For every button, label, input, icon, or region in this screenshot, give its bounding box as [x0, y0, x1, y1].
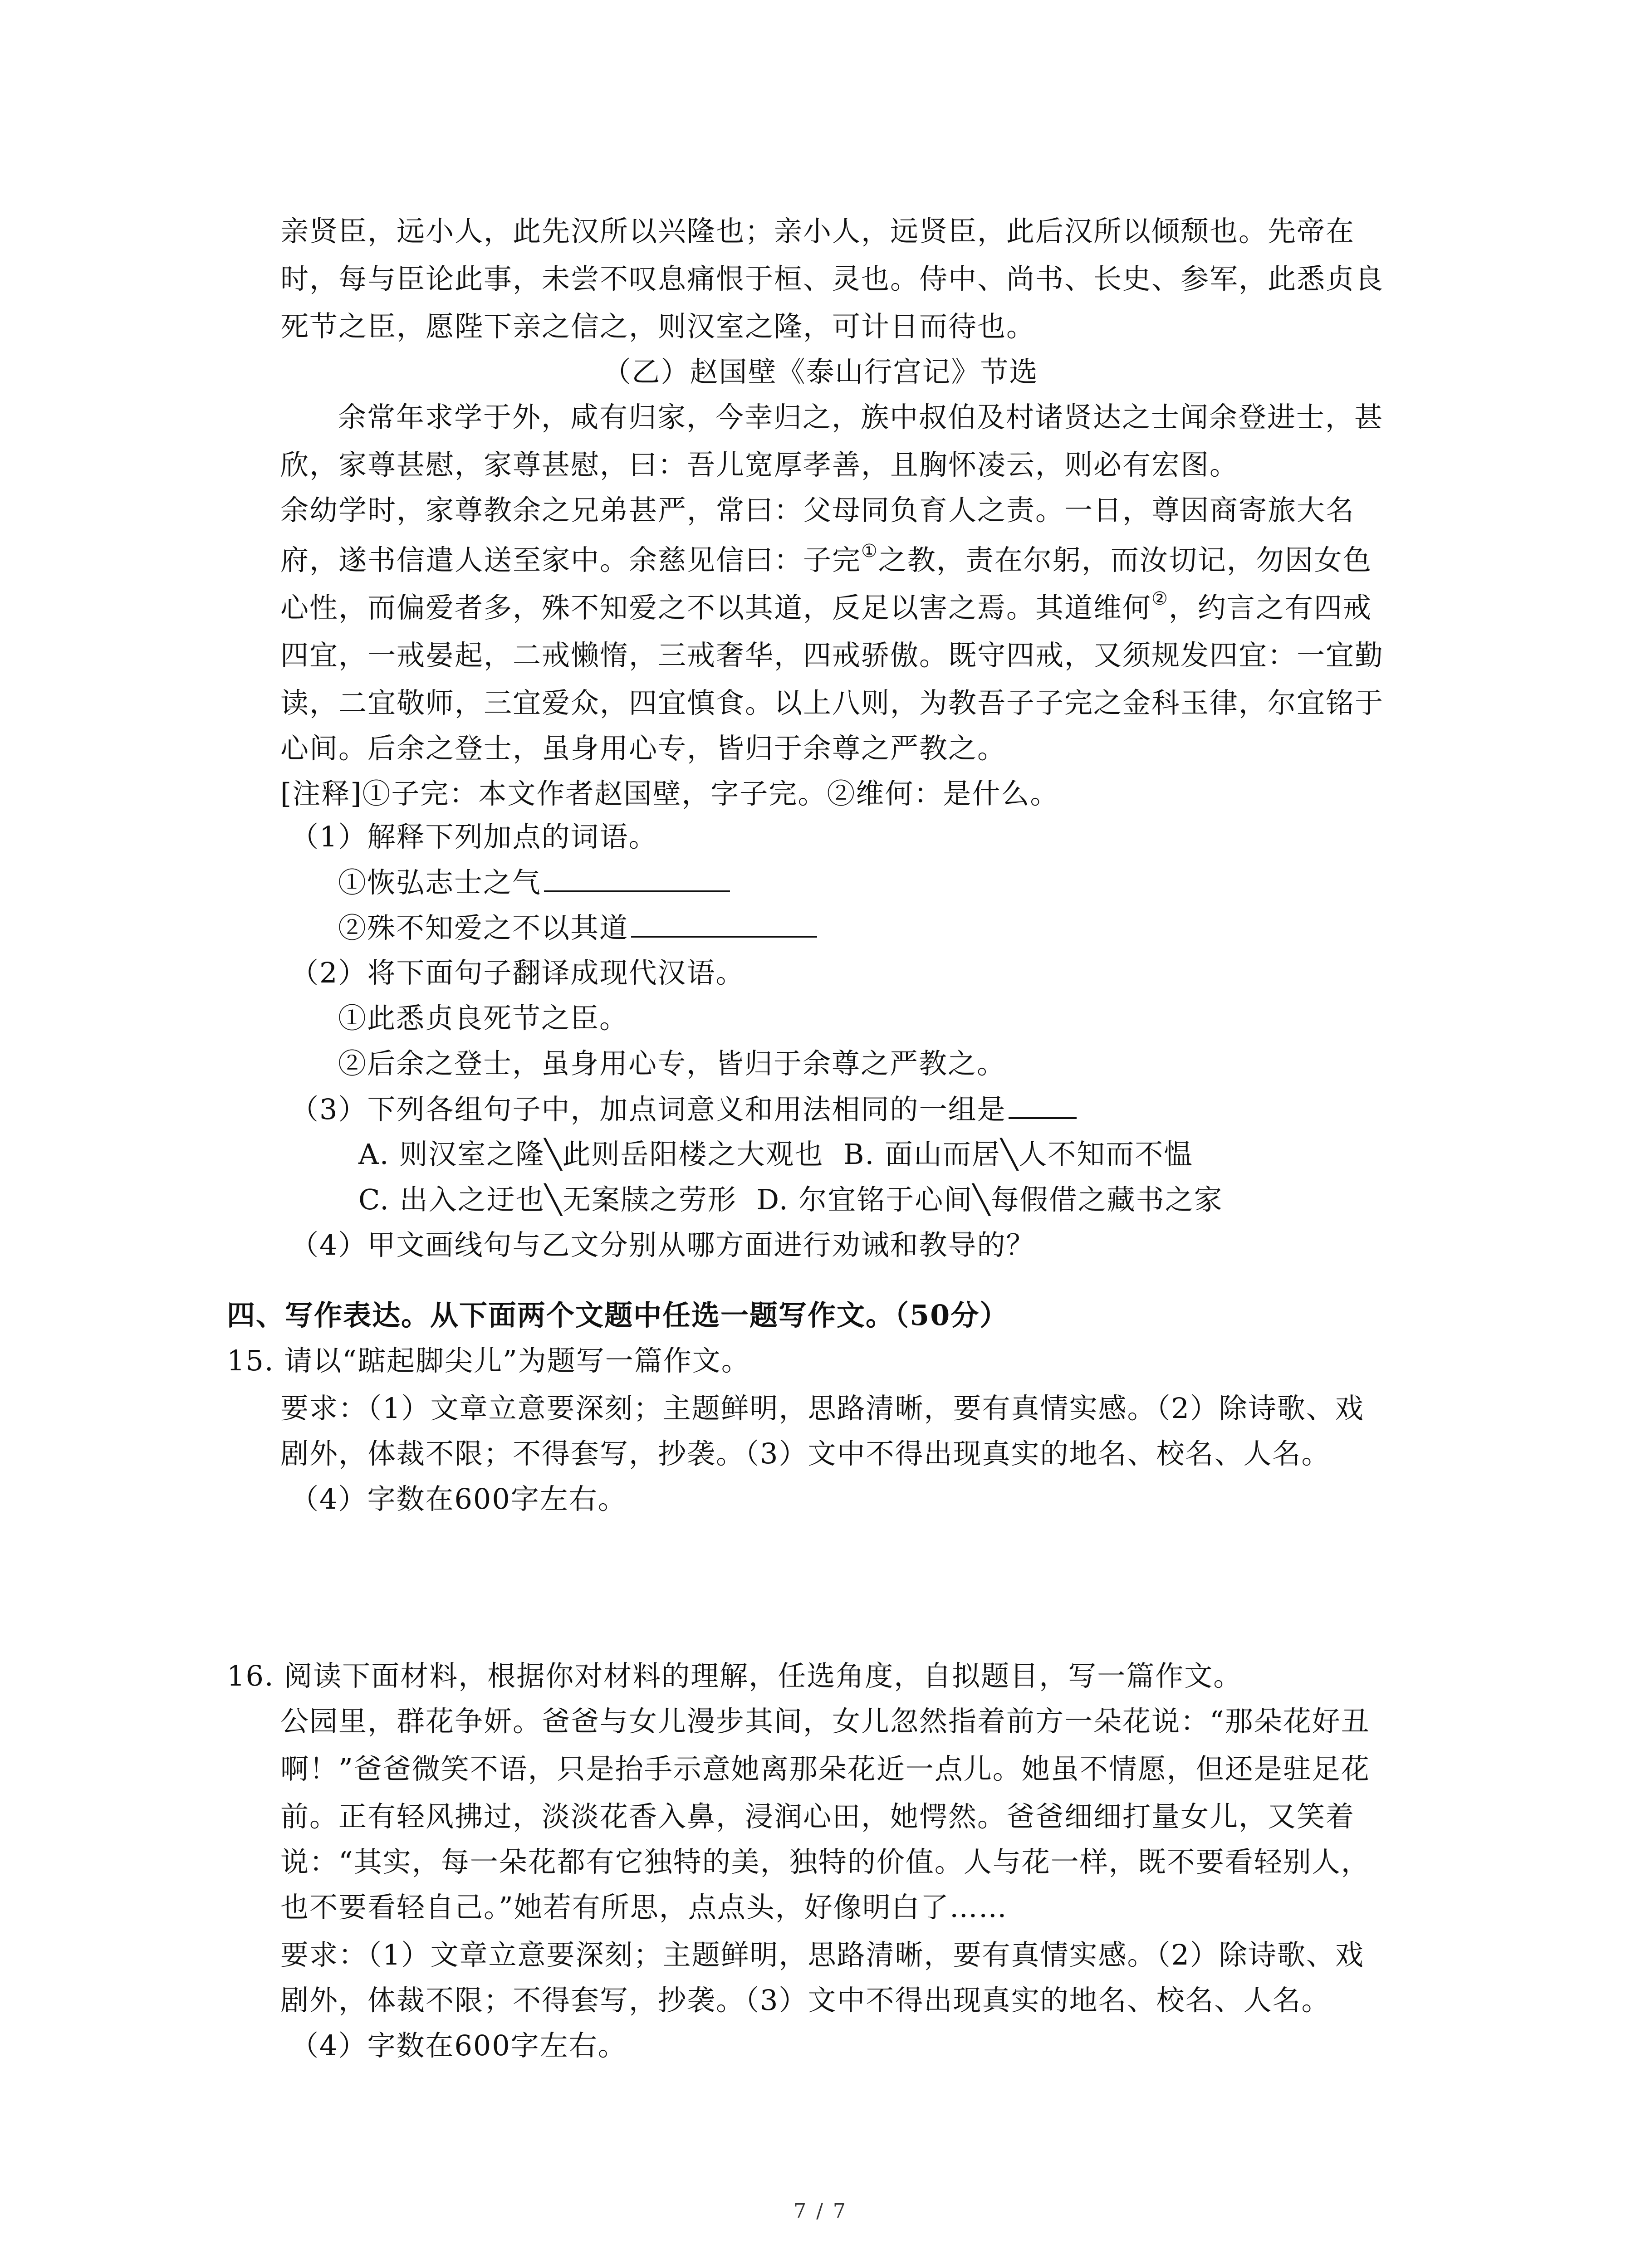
requirement-line: （4）字数在600字左右。 [290, 2029, 627, 2062]
text-segment: 心性，而偏爱者多，殊不知爱之不以其道，反足以害之焉。其道维何 [280, 591, 1152, 624]
question-1-item-2 [338, 909, 817, 946]
section-heading: 四、写作表达。从下面两个文题中任选一题写作文。（50分） [227, 1299, 1009, 1332]
answer-blank[interactable] [544, 864, 730, 892]
text-line [280, 590, 1372, 626]
footnote-marker: ① [861, 541, 878, 562]
requirement-line: 剧外，体裁不限；不得套写，抄袭。（3）文中不得出现真实的地名、校名、人名。 [280, 1437, 1331, 1470]
text-line: 死节之臣，愿陛下亲之信之，则汉室之隆，可计日而待也。 [280, 310, 1036, 343]
answer-blank[interactable] [631, 909, 817, 938]
text-line: 时，每与臣论此事，未尝不叹息痛恨于桓、灵也。侍中、尚书、长史、参军，此悉贞良 [280, 262, 1384, 295]
requirement-line: 要求：（1）文章立意要深刻；主题鲜明，思路清晰，要有真情实感。（2）除诗歌、戏 [280, 1938, 1364, 1971]
question-3-options-cd: C. 出入之迂也╲无案牍之劳形 D. 尔宜铭于心间╲每假借之藏书之家 [358, 1183, 1223, 1216]
question-2: （2）将下面句子翻译成现代汉语。 [290, 956, 745, 989]
page-number: 7 / 7 [794, 2200, 847, 2223]
requirement-line: 剧外，体裁不限；不得套写，抄袭。（3）文中不得出现真实的地名、校名、人名。 [280, 1984, 1331, 2017]
text-segment: 府，遂书信遣人送至家中。余慈见信曰：子完 [280, 543, 862, 577]
answer-blank[interactable] [1009, 1091, 1077, 1119]
material-line: 说：“其实，每一朵花都有它独特的美，独特的价值。人与花一样，既不要看轻别人， [280, 1845, 1370, 1878]
text-line: 亲贤臣，远小人，此先汉所以兴隆也；亲小人，远贤臣，此后汉所以倾颓也。先帝在 [280, 215, 1355, 248]
essay-prompt-15: 15. 请以“踮起脚尖儿”为题写一篇作文。 [227, 1344, 750, 1377]
material-line: 也不要看轻自己。”她若有所思，点点头，好像明白了…… [280, 1891, 1008, 1924]
text-line: 余幼学时，家尊教余之兄弟甚严，常曰：父母同负育人之责。一日，尊因商寄旅大名 [280, 494, 1355, 527]
material-line: 公园里，群花争妍。爸爸与女儿漫步其间，女儿忽然指着前方一朵花说：“那朵花好丑 [280, 1705, 1370, 1738]
material-line: 啊！”爸爸微笑不语，只是抬手示意她离那朵花近一点儿。她虽不情愿，但还是驻足花 [280, 1752, 1370, 1785]
question-2-item-1: ①此悉贞良死节之臣。 [338, 1002, 629, 1035]
requirement-line: 要求：（1）文章立意要深刻；主题鲜明，思路清晰，要有真情实感。（2）除诗歌、戏 [280, 1392, 1364, 1425]
text-line: 读，二宜敬师，三宜爱众，四宜慎食。以上八则，为教吾子子完之金科玉律，尔宜铭于 [280, 686, 1384, 719]
question-2-item-2: ②后余之登士，虽身用心专，皆归于余尊之严教之。 [338, 1047, 1006, 1080]
question-1: （1）解释下列加点的词语。 [290, 820, 658, 853]
item-text: （3）下列各组句子中，加点词意义和用法相同的一组是 [290, 1093, 1006, 1126]
text-segment: 之教，责在尔躬，而汝切记，勿因女色 [878, 543, 1372, 577]
footnote-marker: ② [1151, 588, 1169, 609]
annotation-note: [注释]①子完：本文作者赵国壁，字子完。②维何：是什么。 [280, 777, 1059, 810]
question-1-item-1 [338, 864, 730, 901]
text-line: 心间。后余之登士，虽身用心专，皆归于余尊之严教之。 [280, 732, 1007, 765]
text-segment: ，约言之有四戒 [1168, 591, 1372, 624]
essay-prompt-16: 16. 阅读下面材料，根据你对材料的理解，任选角度，自拟题目，写一篇作文。 [227, 1659, 1243, 1692]
text-line [280, 542, 1372, 578]
question-3-options-ab: A. 则汉室之隆╲此则岳阳楼之大观也 B. 面山而居╲人不知而不愠 [358, 1138, 1193, 1171]
item-text: ②殊不知爱之不以其道 [338, 911, 629, 944]
passage-b-title: （乙）赵国壁《泰山行宫记》节选 [603, 355, 1038, 388]
requirement-line: （4）字数在600字左右。 [290, 1482, 627, 1515]
question-4: （4）甲文画线句与乙文分别从哪方面进行劝诫和教导的？ [290, 1228, 1035, 1261]
text-line: 欣，家尊甚慰，家尊甚慰，曰：吾儿宽厚孝善，且胸怀凌云，则必有宏图。 [280, 448, 1239, 481]
material-line: 前。正有轻风拂过，淡淡花香入鼻，浸润心田，她愕然。爸爸细细打量女儿，又笑着 [280, 1800, 1355, 1833]
item-text: ①恢弘志士之气 [338, 866, 542, 899]
text-line: 四宜，一戒晏起，二戒懒惰，三戒奢华，四戒骄傲。既守四戒，又须规发四宜：一宜勤 [280, 639, 1384, 672]
question-3 [290, 1091, 1077, 1128]
text-line: 余常年求学于外，咸有归家，今幸归之，族中叔伯及村诸贤达之士闻余登进士，甚 [338, 401, 1384, 434]
